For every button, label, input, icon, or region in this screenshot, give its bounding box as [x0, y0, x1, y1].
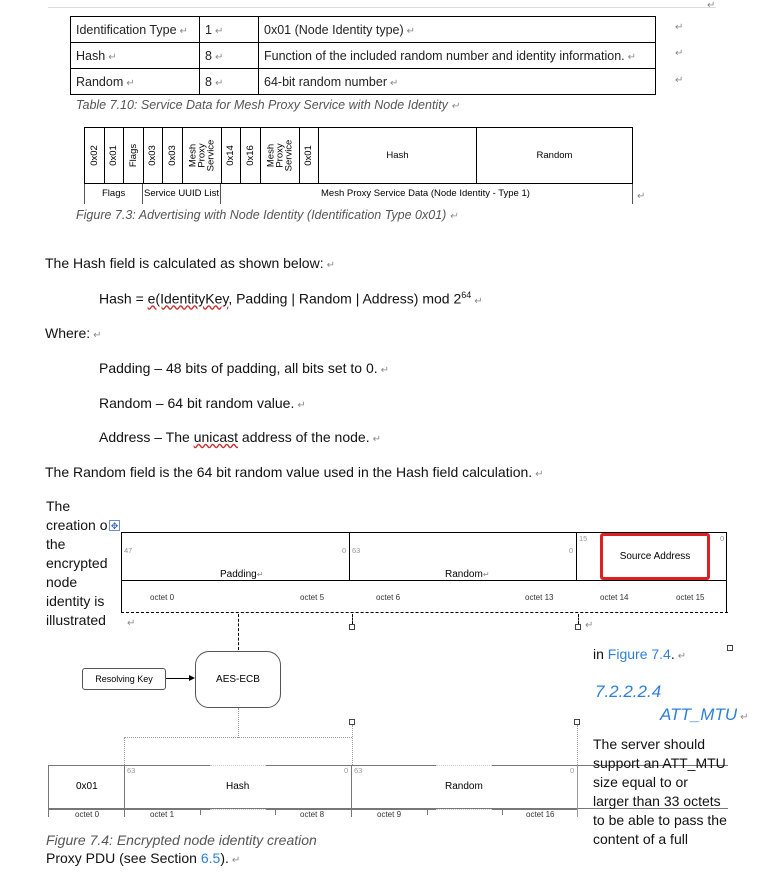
paragraph-mark-icon: ↵	[637, 191, 646, 202]
cell-label: 0x03	[147, 145, 159, 166]
text-line: creation o	[46, 517, 108, 533]
packet-cell	[163, 128, 183, 183]
field-label: 0x01	[76, 781, 98, 792]
octet-label: octet 6	[376, 593, 401, 602]
group-label-uuid-list: Service UUID List	[144, 188, 219, 199]
formula-exponent: 64	[461, 290, 472, 300]
bracket-line	[142, 184, 143, 204]
formula-text: , Padding | Random | Address) mod 2	[228, 290, 462, 307]
paragraph-att-mtu	[593, 735, 727, 849]
paragraph-mark-icon: ↵	[127, 618, 136, 629]
anchor-handle-icon[interactable]	[575, 624, 581, 630]
paragraph-mark-icon: ↵	[535, 469, 544, 480]
octet-label: octet 14	[600, 593, 629, 602]
row-end-mark-icon: ↵	[675, 48, 684, 59]
cell-mark-icon: ↵	[389, 77, 399, 89]
cell-mark-icon: ↵	[108, 51, 117, 63]
divider-line	[349, 532, 350, 580]
paragraph-mark-icon: ↵	[677, 651, 687, 662]
cell-label: Flags	[127, 143, 139, 168]
figure-caption: Figure 7.4: Encrypted node identity creation	[46, 832, 317, 848]
connector-line	[578, 614, 579, 624]
tick	[427, 809, 428, 815]
bracket-line	[632, 184, 633, 204]
paragraph-mark-icon: ↵	[585, 620, 594, 631]
box-label: Resolving Key	[95, 674, 153, 684]
bit-label: 63	[352, 546, 361, 555]
section-heading	[660, 705, 749, 725]
tick	[200, 809, 201, 815]
box-label: AES-ECB	[216, 674, 260, 685]
connector-line	[352, 614, 353, 624]
definition-address	[99, 429, 381, 445]
text-line: The	[46, 498, 71, 514]
field-label: Hash	[226, 781, 250, 792]
paragraph-mark-icon: ↵	[474, 295, 483, 307]
packet-cell	[85, 128, 105, 183]
service-data-table	[70, 16, 656, 95]
field-padding	[220, 569, 263, 580]
cell-label: 0x01	[108, 145, 120, 166]
paragraph-creation	[46, 497, 107, 630]
bit-label: 0	[569, 546, 574, 555]
paragraph-mark-icon: ↵	[482, 570, 490, 579]
packet-cell	[124, 128, 144, 183]
table-row	[71, 17, 656, 43]
cell-text: 8	[205, 74, 212, 89]
octet-label: octet 5	[300, 593, 325, 602]
octet-label: octet 16	[526, 810, 555, 819]
paragraph-in-figure	[593, 646, 686, 662]
divider-line	[121, 580, 727, 581]
resolving-key-box	[82, 668, 166, 690]
definition-random	[99, 395, 306, 411]
gap-line	[210, 765, 266, 767]
cell-text: Hash	[76, 48, 106, 63]
group-label-service-data: Mesh Proxy Service Data (Node Identity - Type 1)	[321, 188, 530, 199]
table-row	[71, 69, 656, 95]
divider-line	[124, 765, 125, 817]
packet-cell-random	[477, 128, 632, 183]
table-cell-field	[71, 43, 200, 69]
field-random	[445, 569, 490, 580]
caption-text: Table 7.10: Service Data for Mesh Proxy Service with Node Identity	[76, 98, 448, 112]
source-address-highlight	[600, 533, 710, 580]
dotted-connector	[124, 737, 352, 738]
divider-line	[577, 765, 578, 817]
packet-cell	[241, 128, 261, 183]
table-caption	[76, 98, 459, 112]
paragraph-mark-icon: ↵	[231, 855, 241, 866]
paragraph-mark-icon: ↵	[256, 570, 264, 579]
gap-line	[210, 809, 266, 811]
paragraph-text: in	[593, 646, 608, 662]
dotted-connector	[238, 708, 239, 738]
paragraph-text: address of the node.	[238, 429, 370, 445]
field-label: Random	[445, 569, 483, 580]
dashed-border	[121, 612, 728, 613]
field-label: Padding	[220, 569, 257, 580]
aes-ecb-box	[195, 651, 281, 708]
bit-label: 0	[344, 766, 349, 775]
bit-label: 47	[124, 546, 133, 555]
paragraph-mark-icon: ↵	[326, 260, 335, 271]
octet-label: octet 1	[150, 810, 175, 819]
row-end-mark-icon: ↵	[675, 22, 684, 33]
cell-label: Random	[536, 150, 573, 161]
move-handle-icon[interactable]: ✥	[110, 521, 119, 531]
text-line: support an ATT_MTU	[593, 755, 726, 771]
table-cell-size	[200, 17, 259, 43]
tick	[48, 809, 49, 817]
field-label: Random	[445, 781, 483, 792]
paragraph-text: Random – 64 bit random value.	[99, 395, 295, 411]
cell-label: 0x16	[244, 145, 256, 166]
paragraph-where	[45, 325, 102, 341]
paragraph-proxy-pdu	[46, 850, 240, 866]
cell-text: 0x01 (Node Identity type)	[264, 22, 404, 37]
paragraph-text: Padding – 48 bits of padding, all bits set to 0.	[99, 360, 378, 376]
cell-mark-icon: ↵	[627, 51, 637, 63]
paragraph-hash-intro	[45, 255, 335, 271]
figure-caption	[76, 208, 458, 222]
cell-label: 0x02	[88, 145, 100, 166]
figure-link[interactable]: Figure 7.4	[607, 646, 671, 662]
hash-formula	[99, 290, 483, 307]
cell-label: 0x01	[303, 145, 315, 166]
bit-label: 0	[720, 534, 725, 543]
caption-text: Figure 7.3: Advertising with Node Identity (Identification Type 0x01)	[76, 208, 447, 222]
field-label: Source Address	[619, 551, 691, 562]
octet-label: octet 9	[377, 810, 402, 819]
anchor-handle-icon[interactable]	[727, 645, 733, 651]
paragraph-mark-icon: ↵	[740, 712, 749, 723]
octet-label: octet 8	[300, 810, 325, 819]
text-line: the	[46, 536, 66, 552]
text-line: to be able to pass the	[593, 812, 727, 828]
packet-cell	[105, 128, 125, 183]
text-line: size equal to or	[593, 774, 688, 790]
cell-label: Mesh Proxy Service	[187, 139, 216, 172]
text-line: The server should	[593, 736, 706, 752]
paragraph-mark-icon: ↵	[707, 0, 716, 11]
divider-line	[576, 532, 577, 580]
paragraph-mark-icon: ↵	[93, 330, 102, 341]
connector-line	[238, 614, 239, 650]
table-cell-field	[71, 17, 200, 43]
cell-label: Hash	[386, 150, 409, 161]
cell-mark-icon: ↵	[214, 77, 224, 89]
bit-label: 0	[342, 546, 347, 555]
table-cell-description	[259, 69, 656, 95]
anchor-handle-icon[interactable]	[349, 624, 355, 630]
section-number: 7.2.2.2.4	[595, 682, 662, 701]
cell-text: Identification Type	[76, 22, 177, 37]
dotted-connector	[577, 725, 578, 765]
dotted-connector	[124, 737, 125, 765]
bit-label: 63	[354, 766, 363, 775]
octet-label: octet 0	[150, 593, 175, 602]
page-divider	[48, 7, 716, 8]
formula-text: Hash =	[99, 290, 148, 307]
paragraph-mark-icon: ↵	[450, 101, 460, 112]
packet-cell	[300, 128, 320, 183]
table-cell-description	[259, 43, 656, 69]
paragraph-mark-icon: ↵	[372, 434, 381, 445]
paragraph-text: .	[670, 646, 675, 662]
cell-label: Mesh Proxy Service	[265, 139, 294, 172]
octet-label: octet 0	[75, 810, 100, 819]
dotted-connector	[352, 725, 353, 765]
table-cell-size	[200, 69, 259, 95]
bit-label: 0	[570, 766, 575, 775]
cell-text: Function of the included random number and identity information.	[264, 48, 625, 63]
tick	[275, 809, 276, 815]
paragraph-mark-icon: ↵	[297, 400, 306, 411]
text-line: content of a full	[593, 831, 688, 847]
paragraph-text: ).	[220, 850, 229, 866]
cell-text: Random	[76, 74, 124, 89]
advertising-packet-diagram	[84, 127, 633, 184]
divider-line	[351, 765, 352, 817]
bracket-line	[220, 184, 221, 204]
cell-mark-icon: ↵	[214, 51, 224, 63]
section-link[interactable]: 6.5	[200, 850, 221, 866]
text-line: larger than 33 octets	[593, 793, 721, 809]
tick	[502, 809, 503, 815]
bit-label: 63	[127, 766, 136, 775]
packet-cell	[222, 128, 242, 183]
packet-cell	[183, 128, 222, 183]
cell-text: 64-bit random number	[264, 74, 387, 89]
group-label-flags: Flags	[102, 188, 126, 199]
packet-cell-hash	[319, 128, 477, 183]
table-row	[71, 43, 656, 69]
table-cell-description	[259, 17, 656, 43]
paragraph-text: unicast	[193, 429, 239, 445]
formula-func-text: e(IdentityKey	[147, 290, 229, 307]
definition-padding	[99, 360, 389, 376]
cell-mark-icon: ↵	[214, 25, 224, 37]
gap-line	[436, 809, 492, 811]
cell-mark-icon: ↵	[126, 77, 135, 89]
cell-text: 8	[205, 48, 212, 63]
paragraph-text: Where:	[45, 325, 91, 341]
cell-label: 0x14	[225, 145, 237, 166]
arrow-line	[166, 678, 190, 679]
paragraph-text: Proxy PDU (see Section	[46, 850, 201, 866]
text-line: node	[46, 574, 78, 590]
octet-label: octet 13	[525, 593, 554, 602]
paragraph-mark-icon: ↵	[380, 365, 390, 376]
packet-cell	[261, 128, 300, 183]
cell-label: 0x03	[166, 145, 178, 166]
table-cell-field	[71, 69, 200, 95]
gap-line	[436, 765, 492, 767]
paragraph-mark-icon: ↵	[449, 211, 458, 222]
cell-mark-icon: ↵	[406, 25, 416, 37]
paragraph-text: The Hash field is calculated as shown below:	[45, 255, 324, 271]
paragraph-random-field	[45, 464, 544, 480]
bit-label: 15	[579, 534, 588, 543]
cell-mark-icon: ↵	[179, 25, 188, 37]
text-line: encrypted	[46, 555, 108, 571]
paragraph-text: Address – The	[99, 429, 194, 445]
cell-text: 1	[205, 22, 212, 37]
octet-label: octet 15	[676, 593, 705, 602]
paragraph-text: The Random field is the 64 bit random value used in the Hash field calculation.	[45, 464, 533, 480]
text-line: identity is	[46, 593, 105, 609]
text-line: illustrated	[46, 612, 106, 628]
bracket-line	[84, 184, 85, 204]
table-cell-size	[200, 43, 259, 69]
section-title: ATT_MTU	[660, 705, 738, 724]
row-end-mark-icon: ↵	[675, 75, 684, 86]
packet-cell	[144, 128, 164, 183]
